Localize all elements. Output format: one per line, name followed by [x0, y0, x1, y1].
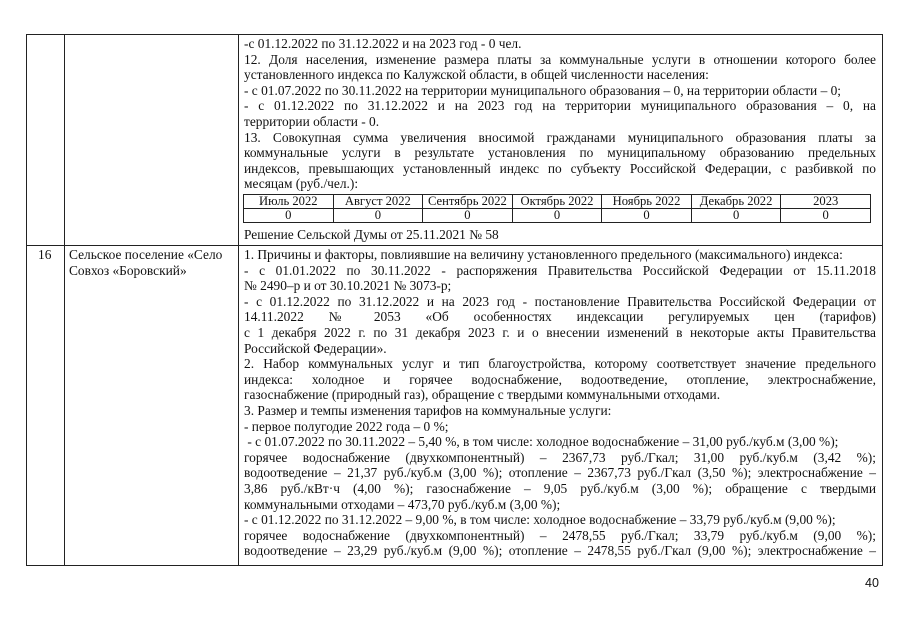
text-line: 12. Доля населения, изменение размера платы за коммунальные услуги в отношении которого более: [244, 51, 876, 67]
month-header: 2023: [781, 195, 871, 209]
month-header: Июль 2022: [244, 195, 334, 209]
text-line: месяцам (руб./чел.):: [244, 176, 359, 192]
column-divider-number: [64, 34, 65, 566]
text-line: - с 01.07.2022 по 30.11.2022 на территории муниципального образования – 0, на территории области – 0;: [244, 82, 842, 98]
text-line: водоотведение – 23,29 руб./куб.м (9,00 %); отопление – 2478,55 руб./Гкал (9,00 %); электроснабжение –: [244, 543, 876, 559]
text-line: территории области - 0.: [244, 113, 380, 129]
text-line: коммунальными отходами – 473,70 руб./куб.м (3,00 %);: [244, 496, 561, 512]
municipality-name-line: Сельское поселение «Село: [69, 247, 223, 262]
municipality-name-line: Совхоз «Боровский»: [69, 262, 187, 278]
month-header: Ноябрь 2022: [602, 195, 692, 209]
row-divider: [26, 245, 883, 246]
text-line: водоотведение – 21,37 руб./куб.м (3,00 %); отопление – 2367,73 руб./Гкал (3,50 %); электроснабжение –: [244, 465, 876, 481]
text-line: 2. Набор коммунальных услуг и тип благоустройства, которому соответствует значение предельного: [244, 356, 876, 372]
page-number: 40: [865, 576, 879, 590]
month-header: Август 2022: [333, 195, 423, 209]
prev-row-content: [244, 36, 876, 192]
text-line: 14.11.2022 № 2053 «Об особенностях индексации регулируемых цен (тарифов): [244, 309, 876, 325]
month-value: 0: [333, 209, 423, 223]
month-value: 0: [691, 209, 781, 223]
text-line: - с 01.07.2022 по 30.11.2022 – 5,40 %, в том числе: холодное водоснабжение – 31,00 руб./куб.м (3,00 %);: [244, 434, 839, 450]
month-header: Декабрь 2022: [691, 195, 781, 209]
decision-line: Решение Сельской Думы от 25.11.2021 № 58: [244, 227, 499, 242]
text-line: 13. Совокупная сумма увеличения вносимой гражданами муниципального образования платы за: [244, 129, 876, 145]
month-header: Сентябрь 2022: [423, 195, 513, 209]
row-number: 16: [38, 247, 52, 262]
month-value: 0: [512, 209, 602, 223]
text-line: -с 01.12.2022 по 31.12.2022 и на 2023 год - 0 чел.: [244, 36, 522, 51]
month-header: Октябрь 2022: [512, 195, 602, 209]
column-divider-name: [238, 34, 239, 566]
month-value: 0: [244, 209, 334, 223]
municipality-name: [69, 247, 237, 278]
text-line: 3. Размер и темпы изменения тарифов на коммунальные услуги:: [244, 402, 612, 418]
text-line: с 1 декабря 2022 г. по 31 декабря 2023 г. и о внесении изменений в некоторые акты Правительства: [244, 324, 876, 340]
text-line: - с 01.12.2022 по 31.12.2022 – 9,00 %, в том числе: холодное водоснабжение – 33,79 руб./куб.м (9,00 %);: [244, 512, 836, 528]
months-header-row: [244, 195, 871, 209]
month-value: 0: [602, 209, 692, 223]
row16-content: [244, 247, 876, 559]
text-line: - с 01.12.2022 по 31.12.2022 и на 2023 год - постановление Правительства Российской Федерации от: [244, 293, 876, 309]
text-line: газоснабжение (природный газ), обращение с твердыми коммунальными отходами.: [244, 387, 721, 403]
months-table: [243, 194, 871, 223]
text-line: индекса: холодное и горячее водоснабжение, водоотведение, отопление, электроснабжение,: [244, 371, 876, 387]
text-line: № 2490–р и от 30.10.2021 № 3073-р;: [244, 278, 452, 294]
text-line: коммунальные услуги в результате установления по муниципальному образованию предельных: [244, 145, 876, 161]
text-line: - с 01.12.2022 по 31.12.2022 и на 2023 год на территории муниципального образования – 0, на: [244, 98, 876, 114]
months-value-row: [244, 209, 871, 223]
text-line: индексов, превышающих установленный индекс по субъекту Российской Федерации, с разбивкой по: [244, 160, 876, 176]
text-line: установленного индекса по Калужской области, в общей численности населения:: [244, 67, 709, 83]
month-value: 0: [781, 209, 871, 223]
text-line: Российской Федерации».: [244, 340, 387, 356]
text-line: горячее водоснабжение (двухкомпонентный) – 2367,73 руб./Гкал; 31,00 руб./куб.м (3,42 %);: [244, 449, 876, 465]
text-line: - первое полугодие 2022 года – 0 %;: [244, 418, 449, 434]
month-value: 0: [423, 209, 513, 223]
text-line: горячее водоснабжение (двухкомпонентный) – 2478,55 руб./Гкал; 33,79 руб./куб.м (9,00 %);: [244, 527, 876, 543]
text-line: 1. Причины и факторы, повлиявшие на величину установленного предельного (максимального) индекса:: [244, 247, 843, 262]
text-line: 3,86 руб./кВт·ч (4,00 %); газоснабжение – 9,05 руб./куб.м (3,00 %); обращение с твердыми: [244, 480, 876, 496]
text-line: - с 01.01.2022 по 30.11.2022 - распоряжения Правительства Российской Федерации от 15.11.2018: [244, 262, 876, 278]
decision-line-wrap: [244, 227, 876, 243]
